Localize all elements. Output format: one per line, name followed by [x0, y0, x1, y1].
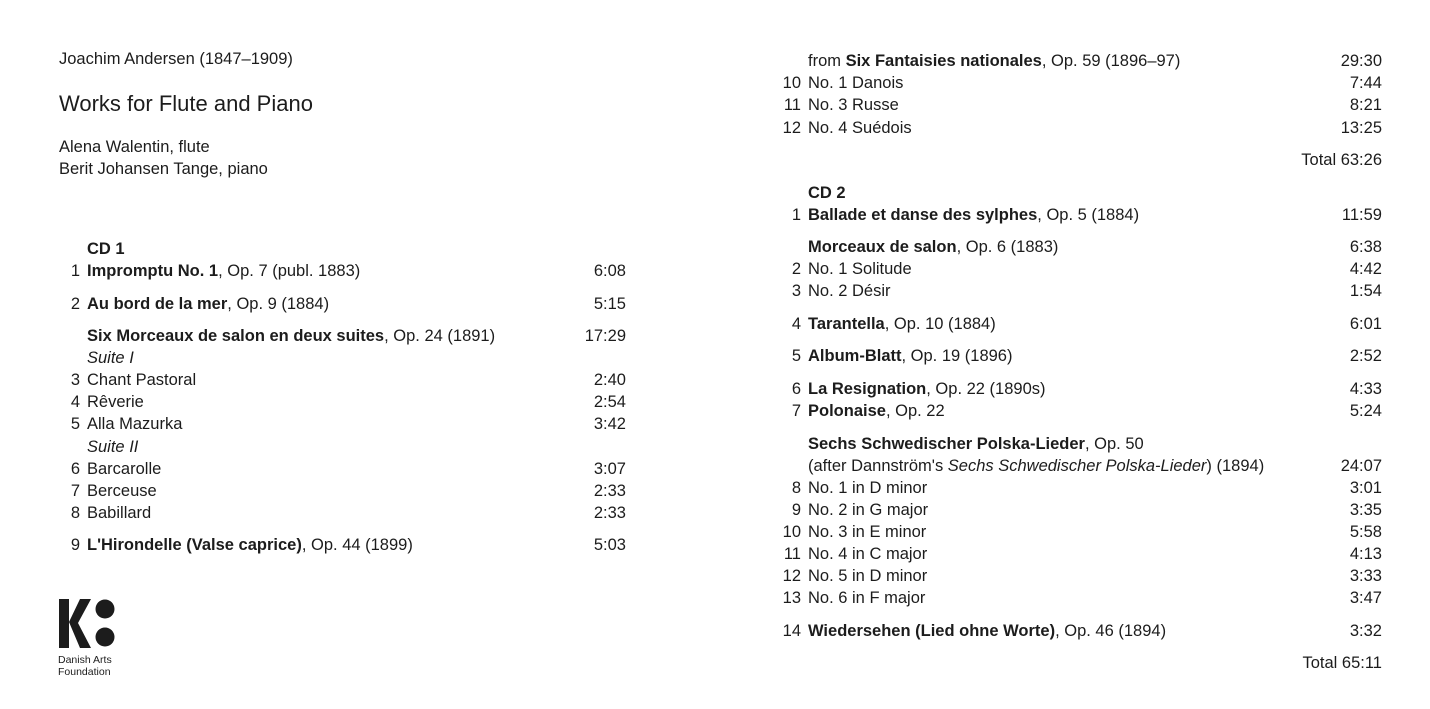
track-number: 4	[791, 315, 801, 333]
logo-line-1: Danish Arts	[58, 654, 112, 666]
track-duration: 5:24	[1349, 402, 1382, 420]
work-title: Sechs Schwedischer Polska-Lieder	[808, 435, 1085, 453]
track-duration: 5:15	[593, 295, 626, 313]
track-duration: 13:25	[1340, 119, 1382, 137]
opus-info: , Op. 50	[1084, 435, 1144, 453]
track-number: 14	[782, 622, 801, 640]
track-number: 7	[791, 402, 801, 420]
track-duration: 3:35	[1349, 501, 1382, 519]
work-title: Au bord de la mer	[87, 295, 228, 313]
track-duration: 2:33	[593, 482, 626, 500]
performer-piano: Berit Johansen Tange, piano	[59, 160, 268, 178]
movement-title: Rêverie	[87, 393, 144, 411]
track-title	[808, 236, 1058, 258]
track-number: 10	[782, 523, 801, 541]
track-title	[808, 543, 927, 565]
track-number: 9	[70, 536, 80, 554]
track-title	[808, 400, 945, 422]
track-duration: 2:40	[593, 371, 626, 389]
movement-title: Alla Mazurka	[87, 415, 183, 433]
performer-flute: Alena Walentin, flute	[59, 138, 210, 156]
track-duration: 6:01	[1349, 315, 1382, 333]
track-duration: 4:13	[1349, 545, 1382, 563]
track-title	[808, 72, 903, 94]
track-number: 1	[70, 262, 80, 280]
track-number: 2	[70, 295, 80, 313]
track-title	[87, 260, 360, 282]
movement-title: No. 2 in G major	[808, 501, 929, 519]
movement-title: No. 1 Danois	[808, 74, 904, 92]
work-title: Morceaux de salon	[808, 238, 957, 256]
danish-arts-foundation-logo	[58, 598, 128, 680]
movement-title: No. 6 in F major	[808, 589, 926, 607]
k-colon-logo-icon	[58, 598, 116, 650]
track-duration: 5:03	[593, 536, 626, 554]
track-duration: 3:42	[593, 415, 626, 433]
track-title	[87, 480, 157, 502]
opus-info: , Op. 9 (1884)	[227, 295, 330, 313]
work-title: Tarantella	[808, 315, 885, 333]
track-title	[808, 50, 1180, 72]
movement-title: Babillard	[87, 504, 152, 522]
opus-info: , Op. 44 (1899)	[301, 536, 413, 554]
track-number: 12	[782, 119, 801, 137]
track-duration: 3:33	[1349, 567, 1382, 585]
track-title	[87, 458, 161, 480]
opus-info: , Op. 46 (1894)	[1055, 622, 1167, 640]
cd1-label: CD 1	[87, 240, 125, 258]
track-title	[808, 258, 912, 280]
track-duration: 17:29	[584, 327, 626, 345]
track-duration: 2:54	[593, 393, 626, 411]
track-number: 9	[791, 501, 801, 519]
track-duration: 3:01	[1349, 479, 1382, 497]
track-duration: 4:42	[1349, 260, 1382, 278]
track-duration: 24:07	[1340, 457, 1382, 475]
track-title	[808, 378, 1046, 400]
cd1-total: Total 63:26	[1301, 151, 1382, 169]
opus-info: , Op. 22 (1890s)	[926, 380, 1046, 398]
movement-title: No. 4 Suédois	[808, 119, 912, 137]
album-title: Works for Flute and Piano	[59, 91, 313, 116]
track-duration: 7:44	[1349, 74, 1382, 92]
track-number: 7	[70, 482, 80, 500]
work-title: Six Morceaux de salon en deux suites	[87, 327, 385, 345]
track-title	[808, 620, 1166, 642]
work-title: Ballade et danse des sylphes	[808, 206, 1038, 224]
track-duration: 3:07	[593, 460, 626, 478]
track-number: 12	[782, 567, 801, 585]
movement-title: Chant Pastoral	[87, 371, 197, 389]
track-title	[808, 345, 1012, 367]
track-title	[808, 204, 1139, 226]
track-title	[808, 477, 927, 499]
track-number: 5	[70, 415, 80, 433]
logo-line-2: Foundation	[58, 666, 111, 678]
track-number: 4	[70, 393, 80, 411]
work-title: La Resignation	[808, 380, 927, 398]
track-duration: 8:21	[1349, 96, 1382, 114]
suite-label: Suite II	[87, 438, 139, 456]
cd2-label: CD 2	[808, 184, 846, 202]
title-prefix: (after Dannström's	[808, 457, 948, 475]
track-title	[87, 502, 151, 524]
track-title	[87, 413, 182, 435]
work-title: Impromptu No. 1	[87, 262, 219, 280]
movement-title: No. 1 in D minor	[808, 479, 928, 497]
track-title	[87, 293, 329, 315]
track-number: 6	[791, 380, 801, 398]
logo-text	[58, 654, 112, 678]
work-title: L'Hirondelle (Valse caprice)	[87, 536, 302, 554]
track-duration: 11:59	[1341, 206, 1382, 224]
track-title	[808, 313, 996, 335]
track-number: 8	[70, 504, 80, 522]
movement-title: No. 5 in D minor	[808, 567, 928, 585]
movement-title: No. 3 Russe	[808, 96, 899, 114]
track-title	[808, 521, 926, 543]
opus-info: , Op. 24 (1891)	[384, 327, 496, 345]
track-number: 6	[70, 460, 80, 478]
track-duration: 3:47	[1349, 589, 1382, 607]
opus-info: , Op. 19 (1896)	[901, 347, 1013, 365]
movement-title: No. 3 in E minor	[808, 523, 927, 541]
opus-info: , Op. 6 (1883)	[956, 238, 1059, 256]
track-duration: 2:52	[1349, 347, 1382, 365]
track-title	[808, 280, 891, 302]
track-number: 13	[782, 589, 801, 607]
track-duration: 1:54	[1349, 282, 1382, 300]
movement-title: No. 1 Solitude	[808, 260, 912, 278]
track-number: 11	[783, 96, 801, 114]
track-title	[87, 369, 196, 391]
track-title	[808, 565, 927, 587]
track-duration: 4:33	[1349, 380, 1382, 398]
track-title	[808, 587, 925, 609]
work-title: Album-Blatt	[808, 347, 902, 365]
track-title	[808, 94, 899, 116]
track-number: 3	[70, 371, 80, 389]
track-title	[87, 436, 138, 458]
track-duration: 29:30	[1340, 52, 1382, 70]
track-duration: 6:38	[1349, 238, 1382, 256]
track-title	[87, 534, 413, 556]
track-number: 1	[791, 206, 801, 224]
movement-title: Berceuse	[87, 482, 157, 500]
work-title-italic: Sechs Schwedischer Polska-Lieder	[947, 457, 1207, 475]
work-title: Wiedersehen (Lied ohne Worte)	[808, 622, 1056, 640]
track-duration: 6:08	[593, 262, 626, 280]
movement-title: No. 2 Désir	[808, 282, 891, 300]
opus-info: , Op. 22	[885, 402, 945, 420]
title-prefix: from	[808, 52, 846, 70]
track-title	[87, 325, 495, 347]
opus-info: , Op. 59 (1896–97)	[1041, 52, 1181, 70]
track-number: 2	[791, 260, 801, 278]
work-title: Six Fantaisies nationales	[845, 52, 1042, 70]
movement-title: Barcarolle	[87, 460, 162, 478]
track-title	[808, 433, 1144, 455]
opus-info: , Op. 7 (publ. 1883)	[218, 262, 361, 280]
opus-info: , Op. 10 (1884)	[884, 315, 996, 333]
track-number: 3	[791, 282, 801, 300]
track-title	[87, 391, 144, 413]
track-number: 8	[791, 479, 801, 497]
movement-title: No. 4 in C major	[808, 545, 928, 563]
track-number: 11	[783, 545, 801, 563]
work-title: Polonaise	[808, 402, 886, 420]
track-title	[87, 347, 134, 369]
track-title	[808, 455, 1264, 477]
track-duration: 5:58	[1349, 523, 1382, 541]
opus-info: , Op. 5 (1884)	[1037, 206, 1140, 224]
suite-label: Suite I	[87, 349, 134, 367]
track-number: 10	[782, 74, 801, 92]
composer-line: Joachim Andersen (1847–1909)	[59, 50, 293, 68]
cd2-total: Total 65:11	[1302, 654, 1382, 672]
track-title	[808, 117, 912, 139]
track-duration: 3:32	[1349, 622, 1382, 640]
opus-info: ) (1894)	[1206, 457, 1265, 475]
track-duration: 2:33	[593, 504, 626, 522]
track-title	[808, 499, 928, 521]
track-number: 5	[791, 347, 801, 365]
